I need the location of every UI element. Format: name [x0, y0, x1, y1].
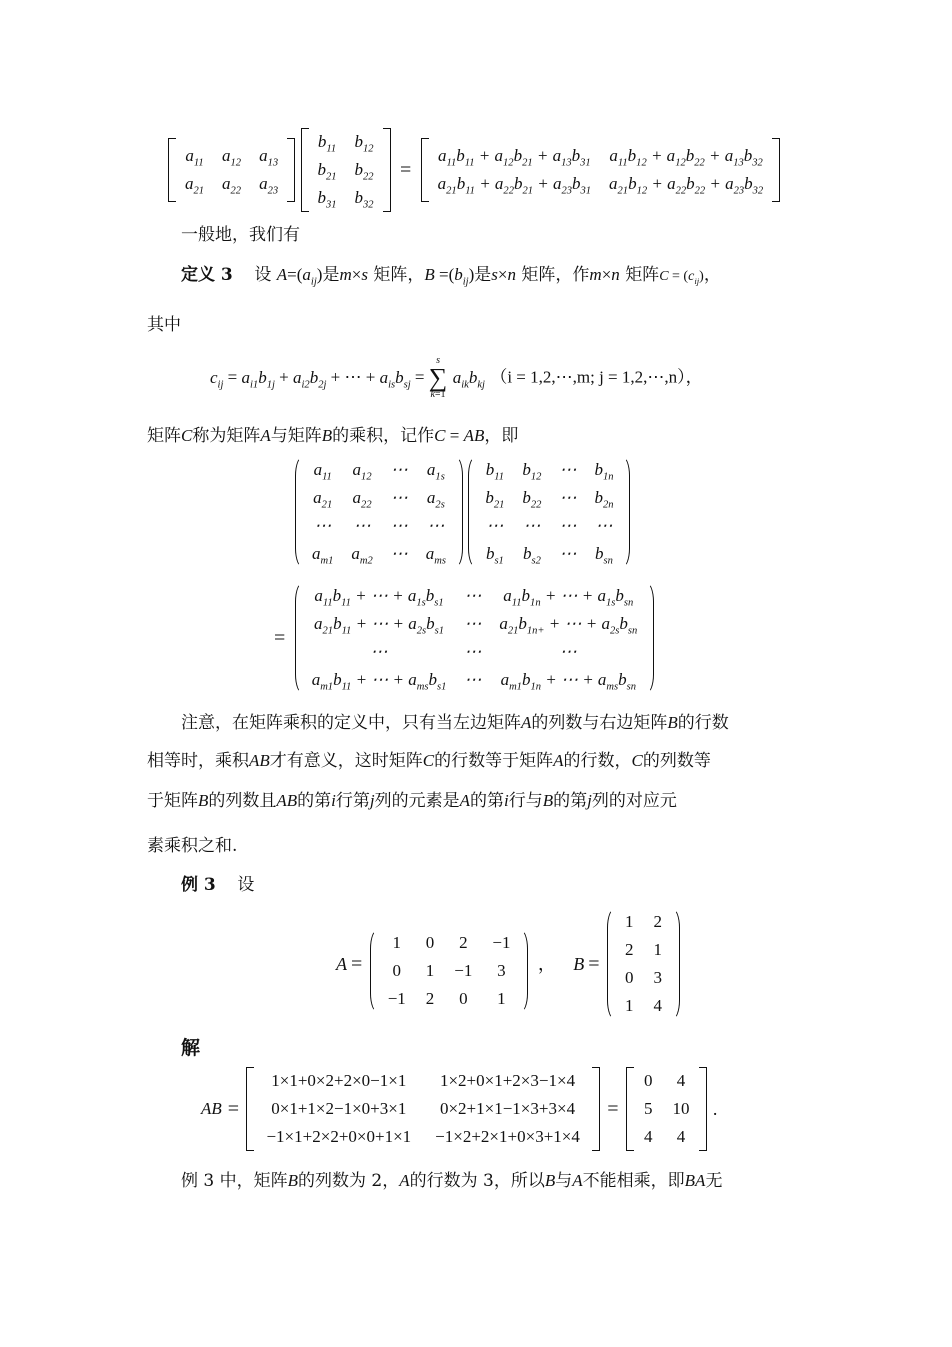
- solution-label: 解: [181, 1037, 201, 1059]
- example-matrices: A = 1 0 2 −1 0 1 −1 3 −1 2 0 1 ， B = 1 2 2 1 0 3 1 4: [336, 908, 680, 1020]
- ab-result-matrix: [626, 1067, 708, 1151]
- matrix-cell: 1: [425, 961, 435, 980]
- matrix-c-general: $a_{11}b_{11}$ + ⋯ + $a_{1s}b_{s1}$ ⋯ $a_{11}b_{1n}$ + ⋯ + $a_{1s}b_{sn}$ $a_{21}b_{11}$ + ⋯ + $a_{2s}b_{s1}$ ⋯ $a_{21}b_{1n+}$ + ⋯ + $a_{2s}b_{sn}$ ⋯ ⋯ ⋯ $a_{m1}b_{11}$ + ⋯ + $a_{ms}b_{s1}$ ⋯ $a_{m1}b_{1n}$ + ⋯ + $a_{ms}b_{sn}$: [295, 582, 655, 694]
- matrix-cell: −1: [387, 989, 406, 1008]
- general-matrix-product: [295, 456, 630, 568]
- definition-3: 定义 3 设 $A=(a_{ij})$是m×s 矩阵，$B =(b_{ij})$是s×n 矩阵，作m×n 矩阵$C = (c_{ij})$，: [181, 265, 721, 288]
- matrix-cell: 10: [672, 1099, 690, 1118]
- matrix-cell: 4: [643, 1127, 653, 1146]
- matrix-cell: 0×2+1×1−1×3+3×4: [439, 1099, 576, 1118]
- matrix-cell: 3: [497, 961, 506, 980]
- matrix-cell: 1: [497, 989, 506, 1008]
- matrix-cell: 2: [425, 989, 435, 1008]
- note-line-4: 素乘积之和.: [147, 836, 238, 856]
- matrix-cell: 5: [643, 1099, 653, 1118]
- matrix-a-general: $a_{11}$ $a_{12}$ ⋯ $a_{1s}$ $a_{21}$ $a_{22}$ ⋯ $a_{2s}$ ⋯ ⋯ ⋯ ⋯ $a_{m1}$ $a_{m2}$ ⋯ $a_{ms}$: [295, 456, 463, 568]
- matrix-cell: 1: [624, 912, 634, 931]
- general-product-result: = $a_{11}b_{11}$ + ⋯ + $a_{1s}b_{s1}$ ⋯ $a_{11}b_{1n}$ + ⋯ + $a_{1s}b_{sn}$ $a_{21}b_{11}$ + ⋯ + $a_{2s}b_{s1}$ ⋯ $a_{21}b_{1n+}$ + ⋯ + $a_{2s}b_{sn}$ ⋯ ⋯ ⋯ $a_{m1}b_{11}$ + ⋯ + $a_{ms}b_{s1}$ ⋯ $a_{m1}b_{1n}$ + ⋯ + $a_{ms}b_{sn}$: [270, 582, 654, 694]
- matrix-b-3x2: $b_{11}$ $b_{12}$ $b_{21}$ $b_{22}$ $b_{31}$ $b_{32}$: [301, 128, 391, 212]
- matrix-cell: −1×2+2×1+0×3+1×4: [435, 1127, 580, 1146]
- matrix-cell: 2: [653, 912, 662, 931]
- example-matrix-a: [370, 929, 529, 1013]
- matrix-cell: 0: [459, 989, 468, 1008]
- matrix-cell: 1×1+0×2+2×0−1×1: [271, 1071, 407, 1090]
- paragraph-generally: 一般地，我们有: [181, 225, 300, 245]
- matrix-cell: 1: [624, 996, 634, 1015]
- matrix-cell: 2: [624, 940, 634, 959]
- matrix-cell: 0×1+1×2−1×0+3×1: [271, 1099, 407, 1118]
- matrix-cell: −1: [492, 933, 511, 952]
- ab-computation: AB = 1×1+0×2+2×0−1×1 1×2+0×1+2×3−1×4 0×1+1×2−1×0+3×1 0×2+1×1−1×3+3×4 −1×1+2×2+0×0+1×1 −1×2+2×1+0×3+1×4 = 0 4 5 10 4 4 .: [201, 1067, 717, 1151]
- example-label: 例 3: [181, 875, 216, 895]
- matrix-cell: 0: [392, 961, 401, 980]
- matrix-cell: 1: [653, 940, 662, 959]
- matrix-cell: −1: [454, 961, 473, 980]
- last-line: 例 3 中，矩阵B的列数为 2，A的行数为 3，所以B与A不能相乘，即BA无: [181, 1171, 723, 1191]
- matrix-product-2x2: $a_{11}b_{11} + a_{12}b_{21} + a_{13}b_{31}$ $a_{11}b_{12} + a_{12}b_{22} + a_{13}b_{32}$ $a_{21}b_{11} + a_{22}b_{21} + a_{23}b_{31}$ $a_{21}b_{12} + a_{22}b_{22} + a_{23}b_{32}$: [421, 138, 781, 202]
- matrix-cell: 0: [425, 933, 435, 952]
- summation-symbol: s ∑ k=1: [428, 355, 448, 400]
- ab-expression-matrix: [246, 1067, 599, 1151]
- matrix-a-2x3: $a_{11}$ $a_{12}$ $a_{13}$ $a_{21}$ $a_{22}$ $a_{23}$: [168, 138, 295, 202]
- matrix-cell: 1×2+0×1+2×3−1×4: [439, 1071, 576, 1090]
- matrix-cell: 4: [676, 1127, 686, 1146]
- top-equation: $a_{11}$ $a_{12}$ $a_{13}$ $a_{21}$ $a_{22}$ $a_{23}$ $b_{11}$ $b_{12}$ $b_{21}$ $b_{22}$ $b_{31}$ $b_{32}$ = $a_{11}b_{11} + a_{12}b_{21} + a_{13}b_{31}$ $a_{11}b_{12} + a_{12}b_{22} + a_{13}b_{32}$ $a_{21}b_{11} + a_{22}b_{21} + a_{23}b_{31}$ $a_{21}b_{12} + a_{22}b_{22} + a_{23}b_{32}$: [168, 128, 780, 212]
- example-3-heading: 例 3 设: [181, 875, 255, 895]
- example-matrix-b: [607, 908, 680, 1020]
- matrix-cell: −1×1+2×2+0×0+1×1: [266, 1127, 412, 1146]
- definition-label: 定义 3: [181, 265, 233, 285]
- cij-formula: $c_{ij} = a_{i1}b_{1j} + a_{i2}b_{2j}$ + ⋯ + $a_{is}b_{sj}$ = s ∑ k=1 $a_{ik}b_{kj}$ （i = 1,2,⋯,m; j = 1,2,⋯,n），: [210, 355, 703, 400]
- index-range: （i = 1,2,⋯,m; j = 1,2,⋯,n），: [490, 367, 703, 387]
- matrix-cell: 2: [459, 933, 468, 952]
- paragraph-where: 其中: [147, 315, 181, 335]
- matrix-cell: 0: [643, 1071, 653, 1090]
- matrix-cell: 4: [653, 996, 662, 1015]
- product-definition-line: 矩阵C称为矩阵A与矩阵B的乘积，记作C = AB，即: [147, 426, 519, 446]
- note-line-3: 于矩阵B的列数且AB的第i行第j列的元素是A的第i行与B的第j列的对应元: [147, 791, 677, 811]
- matrix-cell: 0: [624, 968, 634, 987]
- matrix-b-general: $b_{11}$ $b_{12}$ ⋯ $b_{1n}$ $b_{21}$ $b_{22}$ ⋯ $b_{2n}$ ⋯ ⋯ ⋯ ⋯ $b_{s1}$ $b_{s2}$ ⋯ $b_{sn}$: [468, 456, 630, 568]
- matrix-cell: 4: [676, 1071, 686, 1090]
- note-line-1: 注意，在矩阵乘积的定义中，只有当左边矩阵A的列数与右边矩阵B的行数: [181, 713, 729, 733]
- note-line-2: 相等时，乘积AB才有意义，这时矩阵C的行数等于矩阵A的行数，C的列数等: [147, 751, 711, 771]
- matrix-cell: 1: [392, 933, 401, 952]
- matrix-cell: 3: [653, 968, 662, 987]
